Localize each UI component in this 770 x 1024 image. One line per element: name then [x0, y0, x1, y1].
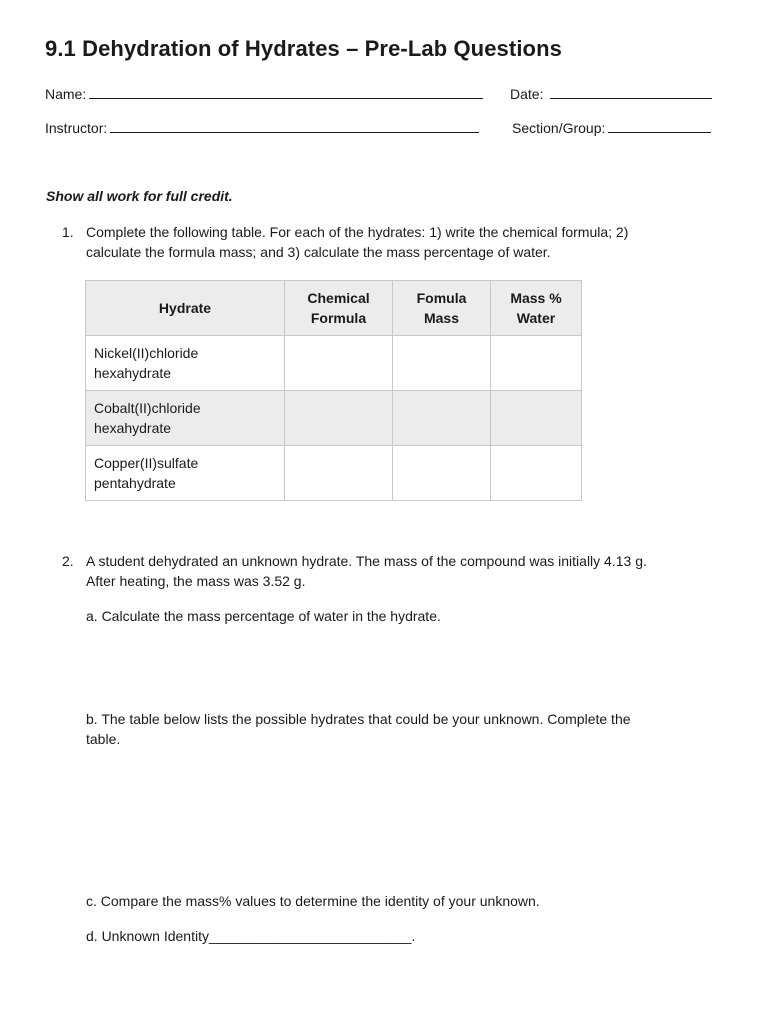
question-2c: c. Compare the mass% values to determine the identity of your unknown.: [86, 893, 540, 909]
question-2d-unknown-identity[interactable]: d. Unknown Identity__________________________.: [86, 928, 416, 944]
hydrate-name-cell: Cobalt(II)chloride hexahydrate: [86, 391, 285, 446]
question-text-line: Complete the following table. For each of the hydrates: 1) write the chemical formula; 2): [86, 224, 629, 240]
question-2: [62, 551, 752, 591]
name-label: Name:: [45, 86, 87, 102]
answer-cell[interactable]: [393, 446, 491, 501]
page-title: 9.1 Dehydration of Hydrates – Pre-Lab Questions: [45, 36, 562, 61]
instructor-field[interactable]: [45, 118, 479, 136]
header-hydrate: Hydrate: [86, 281, 285, 336]
date-label: Date:: [510, 86, 544, 102]
answer-cell[interactable]: [285, 446, 393, 501]
question-text-line: b. The table below lists the possible hydrates that could be your unknown. Complete the: [86, 711, 631, 727]
hydrate-name-cell: Copper(II)sulfate pentahydrate: [86, 446, 285, 501]
section-line[interactable]: [608, 118, 711, 133]
header-formula-mass: Fomula Mass: [393, 281, 491, 336]
date-line[interactable]: [550, 84, 712, 99]
name-line[interactable]: [89, 84, 483, 99]
hydrate-name-cell: Nickel(II)chloride hexahydrate: [86, 336, 285, 391]
date-field[interactable]: [510, 84, 712, 102]
answer-cell[interactable]: [491, 391, 582, 446]
table-row: [86, 336, 582, 391]
question-text-line: A student dehydrated an unknown hydrate. The mass of the compound was initially 4.13 g.: [86, 553, 647, 569]
table-header-row: [86, 281, 582, 336]
question-text-line: After heating, the mass was 3.52 g.: [86, 573, 306, 589]
question-2b: [86, 709, 631, 749]
question-number: 2.: [62, 553, 74, 569]
instructor-line[interactable]: [110, 118, 479, 133]
question-text-line: table.: [86, 731, 121, 747]
section-label: Section/Group:: [512, 120, 606, 136]
answer-cell[interactable]: [285, 336, 393, 391]
answer-cell[interactable]: [393, 336, 491, 391]
answer-cell[interactable]: [393, 391, 491, 446]
section-field[interactable]: [512, 118, 711, 136]
question-1: [62, 222, 742, 262]
answer-cell[interactable]: [491, 446, 582, 501]
header-chemical-formula: Chemical Formula: [285, 281, 393, 336]
hydrate-table: [85, 280, 582, 501]
table-row: [86, 446, 582, 501]
answer-cell[interactable]: [491, 336, 582, 391]
instructor-label: Instructor:: [45, 120, 108, 136]
answer-cell[interactable]: [285, 391, 393, 446]
table-row: [86, 391, 582, 446]
name-field[interactable]: [45, 84, 483, 102]
question-number: 1.: [62, 224, 74, 240]
header-mass-percent-water: Mass % Water: [491, 281, 582, 336]
question-text-line: calculate the formula mass; and 3) calculate the mass percentage of water.: [86, 244, 551, 260]
instructions: Show all work for full credit.: [46, 188, 233, 204]
question-2a: a. Calculate the mass percentage of water in the hydrate.: [86, 608, 441, 624]
